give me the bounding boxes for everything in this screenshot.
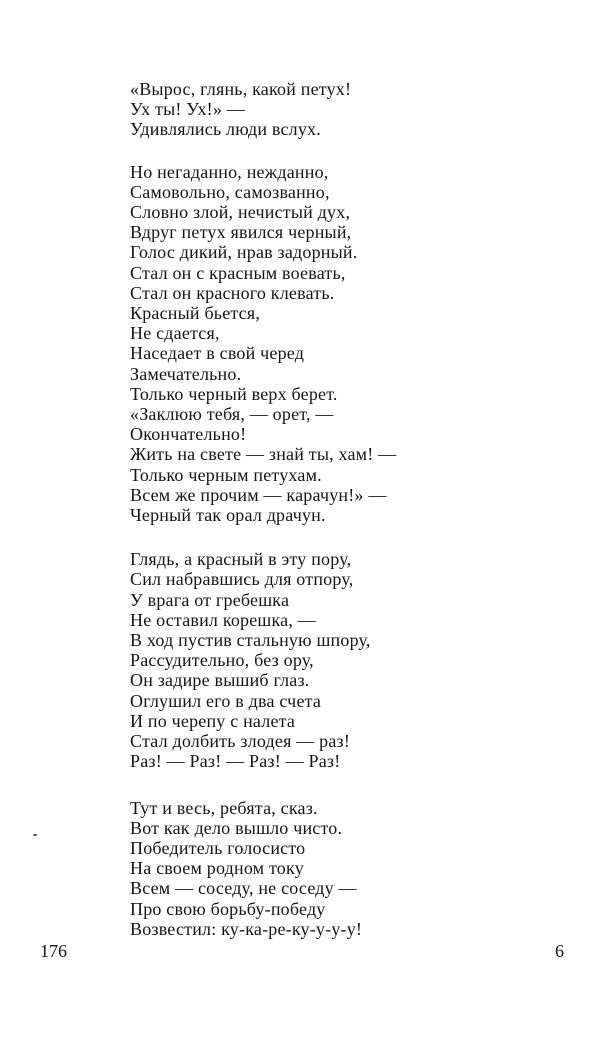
poem-line: Не оставил корешка, —: [130, 609, 316, 630]
signature-mark: 6: [555, 941, 564, 961]
stanza-1: [130, 79, 570, 140]
poem-line: Словно злой, нечистый дух,: [130, 202, 351, 223]
poem-line: На своем родном току: [130, 858, 304, 879]
poem-line: Только черный верх берет.: [130, 383, 338, 404]
poem-line: Рассудительно, без ору,: [130, 650, 314, 671]
poem-line: Стал он с красным воевать,: [130, 262, 346, 283]
stanza-2: [130, 162, 570, 526]
poem-line: Окончательно!: [130, 424, 247, 445]
poem-line: Возвестил: ку-ка-ре-ку-у-у-у!: [130, 918, 363, 939]
poem-line: Только черным петухам.: [130, 464, 322, 485]
poem-line: Замечательно.: [130, 363, 242, 384]
poem-line: «Вырос, глянь, какой петух!: [130, 79, 352, 99]
poem-line: «Заклюю тебя, — орет, —: [130, 404, 334, 425]
poem-line: Всем — соседу, не соседу —: [130, 878, 357, 899]
print-speck: [33, 834, 37, 836]
poem-line: Черный так орал драчун.: [130, 505, 326, 526]
poem-line: Наседает в свой черед: [130, 343, 305, 364]
stanza-4: [130, 798, 570, 939]
poem-line: Раз! — Раз! — Раз! — Раз!: [130, 751, 341, 772]
poem-line: Он задире вышиб глаз.: [130, 670, 310, 691]
poem-line: Оглушил его в два счета: [130, 690, 322, 711]
poem-line: Глядь, а красный в эту пору,: [130, 549, 352, 570]
poem-line: Не сдается,: [130, 323, 220, 344]
poem-line: Про свою борьбу-победу: [130, 898, 326, 919]
poem-line: Стал долбить злодея — раз!: [130, 731, 351, 752]
poem-line: Вдруг петух явился черный,: [130, 222, 352, 243]
poem-line: Победитель голосисто: [130, 837, 306, 858]
poem-line: В ход пустив стальную шпору,: [130, 630, 371, 651]
poem-line: У врага от гребешка: [130, 589, 290, 610]
poem-line: Голос дикий, нрав задорный.: [130, 242, 358, 263]
poem-line: Жить на свете — знай ты, хам! —: [130, 444, 397, 465]
page-number: 176: [40, 941, 67, 961]
poem-line: Самовольно, самозванно,: [130, 181, 330, 202]
poem-line: Красный бьется,: [130, 303, 261, 324]
poem-line: Всем же прочим — карачун!» —: [130, 484, 387, 505]
poem-text: [130, 79, 570, 939]
stanza-3: [130, 549, 570, 771]
poem-line: Вот как дело вышло чисто.: [130, 817, 343, 838]
poem-line: Сил набравшись для отпору,: [130, 569, 354, 590]
poem-line: Но негаданно, нежданно,: [130, 161, 329, 182]
poem-line: Стал он красного клевать.: [130, 282, 335, 303]
poem-line: Ух ты! Ух!» —: [130, 99, 245, 120]
poem-line: Тут и весь, ребята, сказ.: [130, 797, 318, 818]
poem-line: И по черепу с налета: [130, 710, 296, 731]
poem-line: Удивлялись люди вслух.: [130, 119, 321, 140]
